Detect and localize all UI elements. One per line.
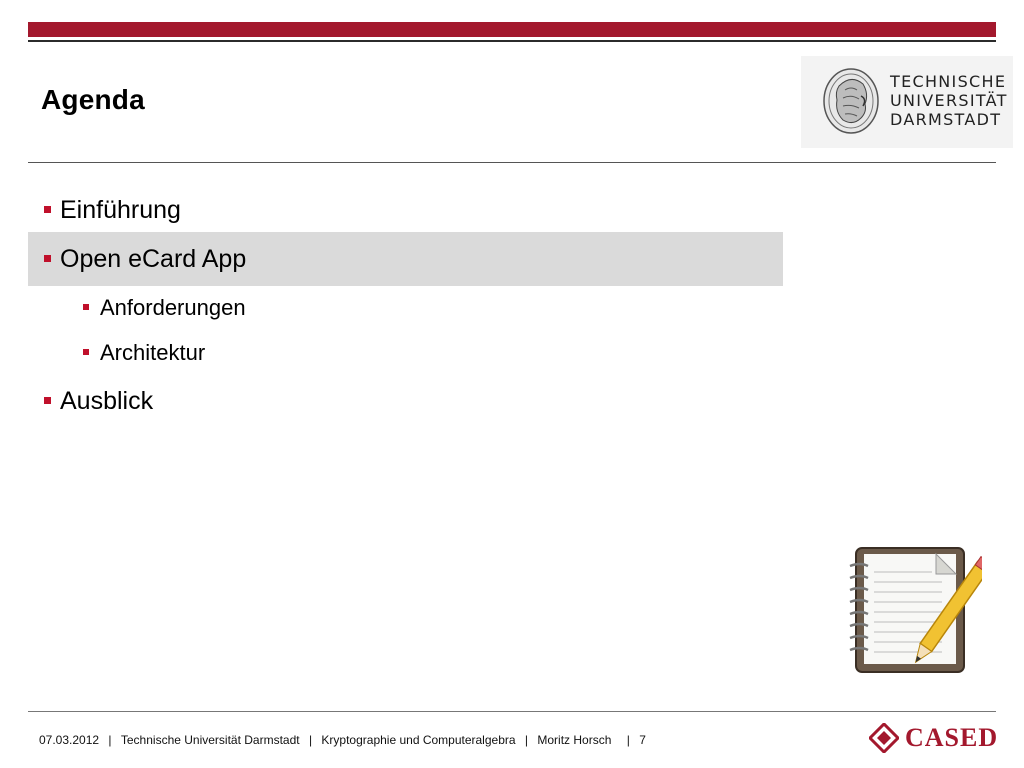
square-bullet-icon — [44, 255, 51, 262]
agenda-item-label: Anforderungen — [100, 295, 246, 320]
square-bullet-icon — [83, 349, 89, 355]
footer-divider — [28, 711, 996, 712]
slide-footer — [39, 733, 646, 747]
square-bullet-icon — [44, 397, 51, 404]
footer-separator: | — [108, 733, 112, 747]
title-divider — [28, 162, 996, 163]
athena-seal-icon — [821, 66, 881, 136]
square-bullet-icon — [44, 206, 51, 213]
footer-page-number: 7 — [639, 733, 646, 747]
agenda-item-einfuehrung — [44, 196, 181, 225]
agenda-item-label: Ausblick — [60, 387, 154, 415]
notepad-pencil-icon — [842, 542, 982, 687]
tu-darmstadt-logo — [801, 56, 1013, 148]
logo-line: TECHNISCHE — [890, 72, 1007, 91]
logo-wordmark — [890, 72, 1008, 129]
square-bullet-icon — [83, 304, 89, 310]
agenda-item-open-ecard-app — [44, 245, 246, 274]
logo-line: UNIVERSITÄT — [890, 91, 1008, 110]
footer-separator: | — [524, 733, 529, 747]
slide-title: Agenda — [41, 84, 145, 115]
footer-date: 07.03.2012 — [39, 733, 100, 747]
footer-separator: | — [626, 733, 630, 747]
footer-author: Moritz Horsch — [537, 733, 612, 747]
agenda-subitem-anforderungen — [83, 295, 246, 321]
agenda-item-label: Open eCard App — [60, 245, 247, 273]
agenda-item-label: Architektur — [100, 340, 206, 365]
cased-wordmark: CASED — [905, 723, 999, 752]
header-rule — [28, 40, 996, 42]
agenda-item-label: Einführung — [60, 196, 181, 224]
agenda-item-ausblick — [44, 387, 153, 416]
footer-separator: | — [308, 733, 313, 747]
agenda-subitem-architektur — [83, 340, 205, 366]
logo-line: DARMSTADT — [890, 110, 1002, 129]
header-accent-bar — [28, 22, 996, 37]
footer-course: Kryptographie und Computeralgebra — [321, 733, 516, 747]
cased-diamond-icon — [869, 723, 899, 753]
cased-logo — [869, 721, 999, 755]
footer-institution: Technische Universität Darmstadt — [120, 733, 300, 747]
